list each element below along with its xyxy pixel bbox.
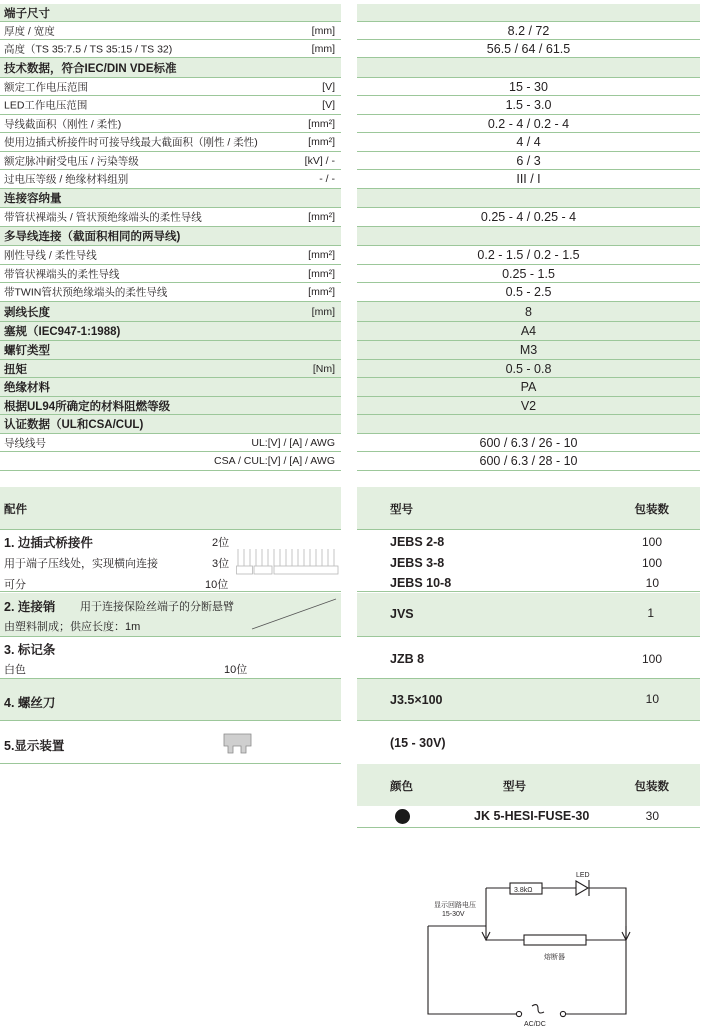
spec-value: 0.2 - 4 / 0.2 - 4 [487, 116, 570, 131]
item3-pack: 100 [641, 652, 662, 666]
spec-row [0, 170, 706, 189]
spec-row [0, 452, 706, 471]
item2-pack: 1 [647, 606, 654, 620]
spec-value: 0.25 - 4 / 0.25 - 4 [480, 210, 577, 224]
spec-section-row [0, 322, 706, 341]
spec-value: 0.5 - 2.5 [505, 285, 552, 299]
spec-section-row [0, 189, 706, 208]
circuit-diagram [420, 864, 640, 1030]
spec-value: 0.5 - 0.8 [505, 361, 552, 376]
spec-label: 刚性导线 / 柔性导线 [4, 249, 97, 262]
spec-row [0, 208, 706, 227]
spec-label: 高度（TS 35:7.5 / TS 35:15 / TS 32) [4, 43, 173, 55]
item3-color: 白色 [4, 664, 26, 676]
item4-pack: 10 [645, 692, 659, 706]
spec-label: 剥线长度 [4, 306, 50, 319]
spec-value: 0.25 - 1.5 [502, 266, 555, 281]
item1-type-1: JEBS 2-8 [390, 535, 445, 549]
item1-type-3: JEBS 10-8 [390, 576, 452, 590]
item4-type: J3.5×100 [390, 693, 443, 707]
indicator-data-row [0, 806, 706, 828]
spec-value: 0.2 - 1.5 / 0.2 - 1.5 [477, 248, 580, 262]
spec-section-row [0, 4, 706, 22]
spec-value: 6 / 3 [516, 153, 541, 168]
column-header-type-2: 型号 [503, 781, 526, 793]
indicator-image [223, 731, 253, 755]
led-label: LED [576, 872, 590, 879]
item3-type: JZB 8 [390, 652, 425, 666]
spec-section-row [0, 397, 706, 415]
source-label: AC/DC [524, 1021, 546, 1028]
spec-unit: [kV] / - [304, 154, 335, 167]
spec-label: 额定脉冲耐受电压 / 污染等级 [4, 155, 139, 167]
spec-unit: [mm] [311, 24, 335, 37]
resistor-label: 3.8kΩ [514, 887, 533, 894]
spec-row [0, 133, 706, 152]
item1-pos-10: 10位 [205, 579, 229, 591]
spec-label: 带管状裸端头 / 管状预绝缘端头的柔性导线 [4, 211, 202, 224]
spec-row [0, 152, 706, 170]
column-header-color: 颜色 [390, 781, 413, 793]
spec-unit: [mm] [311, 42, 335, 55]
spec-section-row [0, 302, 706, 322]
spec-label: LED工作电压范围 [4, 99, 88, 112]
item1-pos-3: 3位 [212, 558, 230, 570]
item1-pos-2: 2位 [212, 537, 230, 549]
spec-label: 根据UL94所确定的材料阻燃等级 [4, 400, 171, 413]
spec-row [0, 283, 706, 302]
column-header-pack-2: 包装数 [634, 781, 669, 793]
accessories-title: 配件 [4, 504, 27, 516]
spec-section-row [0, 227, 706, 246]
pin-image [250, 597, 340, 631]
spec-unit: - / - [319, 173, 335, 185]
spec-value: M3 [519, 343, 538, 357]
spec-row [0, 246, 706, 265]
spec-section-row [0, 341, 706, 360]
supply-label-1: 显示回路电压 [434, 902, 476, 909]
indicator-subheader-row [0, 764, 706, 806]
item1-type-2: JEBS 3-8 [390, 556, 445, 570]
spec-row [0, 22, 706, 40]
accessory-item-marker [0, 637, 706, 679]
spec-row [0, 265, 706, 283]
spec-label: 使用边插式桥接件时可接导线最大截面积（刚性 / 柔性) [4, 136, 258, 149]
spec-value: 600 / 6.3 / 28 - 10 [479, 454, 578, 468]
item2-desc-inline: 用于连接保险丝端子的分断悬臂 [80, 601, 234, 613]
spec-label: 认证数据（UL和CSA/CUL) [4, 419, 144, 431]
accessory-item-indicator [0, 721, 706, 764]
spec-label: 螺钉类型 [4, 345, 50, 357]
spec-value: 600 / 6.3 / 26 - 10 [479, 435, 578, 450]
spec-unit: [mm²] [308, 117, 335, 130]
item5-voltage: (15 - 30V) [390, 736, 446, 750]
spec-unit: [mm²] [308, 267, 335, 280]
item3-title: 3. 标记条 [4, 643, 56, 657]
spec-row [0, 96, 706, 115]
accessory-item-screwdriver [0, 679, 706, 721]
supply-label-2: 15-30V [442, 911, 465, 918]
item4-title: 4. 螺丝刀 [4, 696, 56, 710]
item3-pos: 10位 [224, 664, 248, 676]
spec-label: 额定工作电压范围 [4, 81, 88, 93]
item1-desc: 用于端子压线处，实现横向连接 [4, 558, 158, 570]
spec-label: 多导线连接（截面积相同的两导线) [4, 231, 181, 243]
spec-label: 绝缘材料 [4, 382, 50, 394]
spec-value: PA [520, 380, 537, 394]
item1-pack-1: 100 [641, 535, 662, 549]
spec-unit: [mm²] [308, 211, 335, 223]
spec-unit: CSA / CUL:[V] / [A] / AWG [214, 455, 335, 467]
column-header-pack: 包装数 [634, 504, 669, 516]
fuse-label: 熔断器 [544, 954, 565, 961]
accessory-item-pin [0, 593, 706, 637]
spec-section-row [0, 415, 706, 434]
spec-row [0, 434, 706, 452]
spec-value: 56.5 / 64 / 61.5 [486, 41, 571, 56]
spec-label: 塞规（IEC947-1:1988) [4, 326, 121, 338]
item2-type: JVS [390, 607, 414, 621]
spec-unit: [mm²] [308, 286, 335, 298]
spec-value: III / I [516, 172, 541, 186]
spec-unit: [V] [322, 80, 335, 93]
spec-row [0, 78, 706, 96]
spec-value: 8.2 / 72 [507, 23, 550, 38]
accessories-header-row [0, 487, 706, 530]
accessory-item-bridge [0, 530, 706, 592]
spec-label: 扭矩 [4, 363, 27, 376]
spec-value: V2 [520, 398, 537, 413]
spec-unit: [V] [322, 99, 335, 111]
spec-unit: [mm²] [308, 136, 335, 148]
spec-value: 4 / 4 [516, 135, 541, 149]
spec-label: 带TWIN管状预绝缘端头的柔性导线 [4, 286, 168, 299]
spec-section-row [0, 58, 706, 78]
item2-desc: 由塑料制成；供应长度：1m [4, 621, 141, 633]
spec-label: 过电压等级 / 绝缘材料组别 [4, 173, 129, 186]
item5-pack: 30 [645, 809, 659, 823]
spec-label: 带管状裸端头的柔性导线 [4, 268, 120, 280]
column-header-type: 型号 [390, 504, 413, 516]
spec-label: 导线截面积（刚性 / 柔性) [4, 118, 122, 130]
spec-value: 8 [525, 304, 532, 319]
spec-row [0, 40, 706, 58]
spec-value: A4 [520, 324, 537, 338]
spec-unit: UL:[V] / [A] / AWG [251, 436, 335, 449]
spec-label: 技术数据，符合IEC/DIN VDE标准 [4, 62, 177, 75]
item5-type: JK 5-HESI-FUSE-30 [474, 809, 590, 823]
item2-title: 2. 连接销 [4, 600, 56, 614]
spec-label: 导线线号 [4, 437, 46, 449]
item5-title: 5.显示装置 [4, 739, 65, 753]
spec-unit: [mm²] [308, 249, 335, 261]
bridge-image [236, 546, 340, 576]
spec-unit: [Nm] [312, 362, 335, 375]
item1-desc2: 可分 [4, 579, 26, 591]
spec-label: 厚度 / 宽度 [4, 25, 55, 37]
item1-pack-3: 10 [645, 576, 659, 590]
spec-unit: [mm] [311, 305, 335, 318]
spec-value: 15 - 30 [509, 79, 548, 94]
spec-section-row [0, 360, 706, 378]
item1-pack-2: 100 [641, 556, 662, 570]
item1-title: 1. 边插式桥接件 [4, 536, 93, 550]
spec-label: 端子尺寸 [4, 7, 50, 20]
spec-section-row [0, 378, 706, 397]
spec-label: 连接容纳量 [4, 193, 62, 205]
color-black-swatch [395, 809, 410, 824]
spec-value: 1.5 - 3.0 [505, 98, 552, 112]
spec-row [0, 115, 706, 133]
